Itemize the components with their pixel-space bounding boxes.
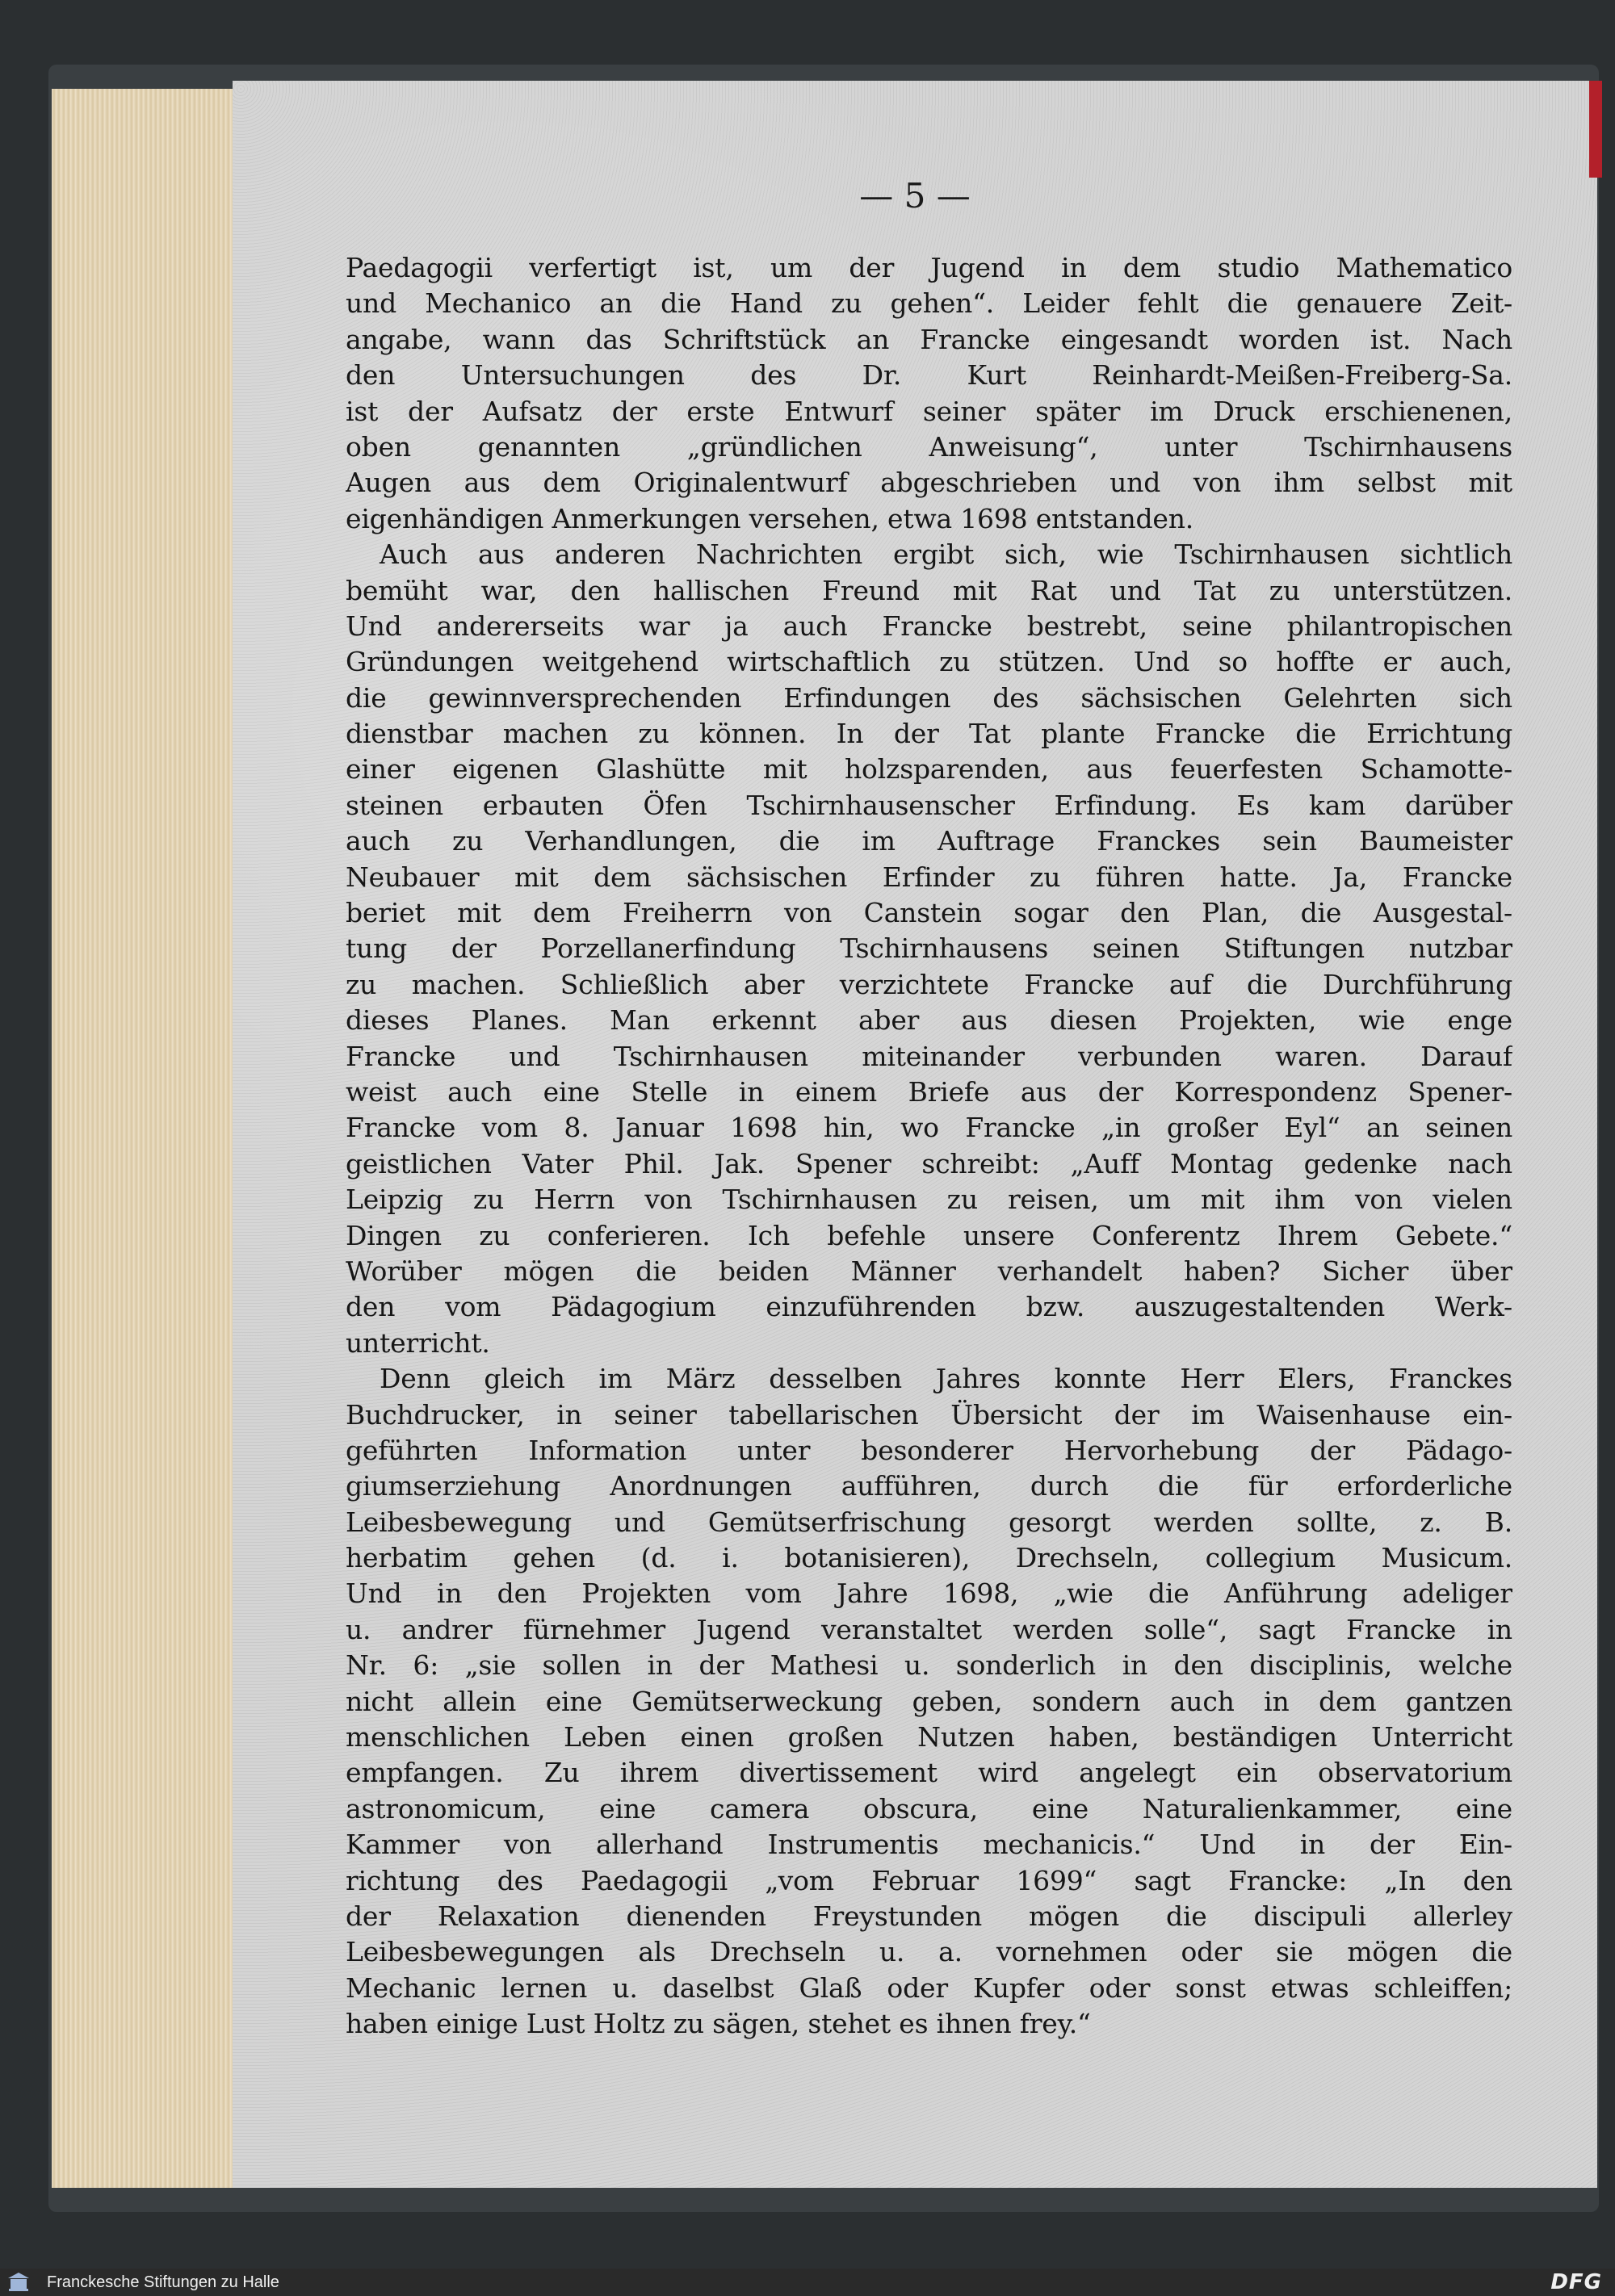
text-line: Paedagogii verfertigt ist, um der Jugend in dem studio Mathematico — [346, 252, 1512, 283]
text-line: steinen erbauten Öfen Tschirnhausenscher Erfindung. Es kam darüber — [346, 789, 1512, 821]
text-line: der Relaxation dienenden Freystunden mögen die discipuli allerley — [346, 1900, 1512, 1932]
text-line: auch zu Verhandlungen, die im Auftrage Franckes sein Baumeister — [346, 825, 1512, 857]
text-line: Mechanic lernen u. daselbst Glaß oder Kupfer oder sonst etwas schleiffen; — [346, 1971, 1512, 2004]
text-line: geistlichen Vater Phil. Jak. Spener schreibt: „Auff Montag gedenke nach — [346, 1147, 1512, 1179]
body-text — [346, 250, 1512, 2043]
red-bookmark-tab — [1589, 81, 1602, 178]
text-line: Und in den Projekten vom Jahre 1698, „wie die Anführung adeliger — [346, 1577, 1512, 1610]
text-line: Auch aus anderen Nachrichten ergibt sich, wie Tschirnhausen sichtlich — [380, 538, 1512, 571]
text-line: tung der Porzellanerfindung Tschirnhausens seinen Stiftungen nutzbar — [346, 932, 1512, 965]
text-line: Worüber mögen die beiden Männer verhandelt haben? Sicher über — [346, 1255, 1512, 1287]
text-line: giumserziehung Anordnungen aufführen, durch die für erforderliche — [346, 1470, 1512, 1502]
institution-logo-icon — [6, 2272, 31, 2293]
text-line: dienstbar machen zu können. In der Tat plante Francke die Errichtung — [346, 718, 1512, 750]
text-line: dieses Planes. Man erkennt aber aus diesen Projekten, wie enge — [346, 1004, 1512, 1037]
text-line: geführten Information unter besonderer Hervorhebung der Pädago- — [346, 1434, 1512, 1466]
text-line: oben genannten „gründlichen Anweisung“, unter Tschirnhausens — [346, 430, 1512, 463]
text-line: beriet mit dem Freiherrn von Canstein sogar den Plan, die Ausgestal- — [346, 897, 1512, 929]
text-line: die gewinnversprechenden Erfindungen des sächsischen Gelehrten sich — [346, 681, 1512, 714]
text-line: Francke vom 8. Januar 1698 hin, wo Francke „in großer Eyl“ an seinen — [346, 1112, 1512, 1144]
text-line: Leipzig zu Herrn von Tschirnhausen zu reisen, um mit ihm von vielen — [346, 1184, 1512, 1216]
institution-name: Franckesche Stiftungen zu Halle — [47, 2273, 279, 2291]
page-block-edge — [52, 89, 239, 2188]
attribution-bar — [0, 2269, 1615, 2296]
text-line: Buchdrucker, in seiner tabellarischen Übersicht der im Waisenhause ein- — [346, 1398, 1512, 1431]
text-line: Dingen zu conferieren. Ich befehle unsere Conferentz Ihrem Gebete.“ — [346, 1219, 1512, 1251]
text-line: Francke und Tschirnhausen miteinander verbunden waren. Darauf — [346, 1040, 1512, 1072]
book-page — [233, 81, 1597, 2188]
text-line: u. andrer fürnehmer Jugend veranstaltet werden solle“, sagt Francke in — [346, 1613, 1512, 1645]
text-line: Leibesbewegung und Gemütserfrischung gesorgt werden sollte, z. B. — [346, 1506, 1512, 1538]
text-line: astronomicum, eine camera obscura, eine Naturalienkammer, eine — [346, 1792, 1512, 1825]
page-number: — 5 — — [859, 176, 971, 216]
text-line: den Untersuchungen des Dr. Kurt Reinhardt-Meißen-Freiberg-Sa. — [346, 359, 1512, 392]
text-line: menschlichen Leben einen großen Nutzen haben, beständigen Unterricht — [346, 1721, 1512, 1753]
text-line: nicht allein eine Gemütserweckung geben, sondern auch in dem gantzen — [346, 1685, 1512, 1717]
text-line: empfangen. Zu ihrem divertissement wird angelegt ein observatorium — [346, 1757, 1512, 1789]
text-line: Kammer von allerhand Instrumentis mechanicis.“ Und in der Ein- — [346, 1829, 1512, 1861]
text-line: angabe, wann das Schriftstück an Francke eingesandt worden ist. Nach — [346, 323, 1512, 355]
text-line: Gründungen weitgehend wirtschaftlich zu stützen. Und so hoffte er auch, — [346, 646, 1512, 678]
text-line: Und andererseits war ja auch Francke bestrebt, seine philantropischen — [346, 610, 1512, 642]
text-line: weist auch eine Stelle in einem Briefe aus der Korrespondenz Spener- — [346, 1075, 1512, 1108]
text-line: Leibesbewegungen als Drechseln u. a. vornehmen oder sie mögen die — [346, 1936, 1512, 1968]
text-line: Nr. 6: „sie sollen in der Mathesi u. sonderlich in den disciplinis, welche — [346, 1649, 1512, 1682]
dfg-logo: DFG — [1550, 2270, 1602, 2294]
text-line: und Mechanico an die Hand zu gehen“. Leider fehlt die genauere Zeit- — [346, 287, 1512, 320]
text-line: Augen aus dem Originalentwurf abgeschrieben und von ihm selbst mit — [346, 467, 1512, 499]
text-line: Denn gleich im März desselben Jahres konnte Herr Elers, Franckes — [380, 1363, 1512, 1395]
text-line: einer eigenen Glashütte mit holzsparenden, aus feuerfesten Schamotte- — [346, 753, 1512, 786]
text-line: ist der Aufsatz der erste Entwurf seiner später im Druck erschienenen, — [346, 395, 1512, 427]
text-line: herbatim gehen (d. i. botanisieren), Drechseln, collegium Musicum. — [346, 1542, 1512, 1574]
text-line: eigenhändigen Anmerkungen versehen, etwa 1698 entstanden. — [346, 502, 1194, 534]
text-line: haben einige Lust Holtz zu sägen, stehet es ihnen frey.“ — [346, 2008, 1091, 2040]
text-line: unterricht. — [346, 1326, 490, 1359]
text-line: richtung des Paedagogii „vom Februar 1699“ sagt Francke: „In den — [346, 1864, 1512, 1896]
text-line: den vom Pädagogium einzuführenden bzw. auszugestaltenden Werk- — [346, 1291, 1512, 1323]
text-line: bemüht war, den hallischen Freund mit Rat und Tat zu unterstützen. — [346, 574, 1512, 606]
text-line: zu machen. Schließlich aber verzichtete Francke auf die Durchführung — [346, 968, 1512, 1000]
text-line: Neubauer mit dem sächsischen Erfinder zu führen hatte. Ja, Francke — [346, 861, 1512, 893]
